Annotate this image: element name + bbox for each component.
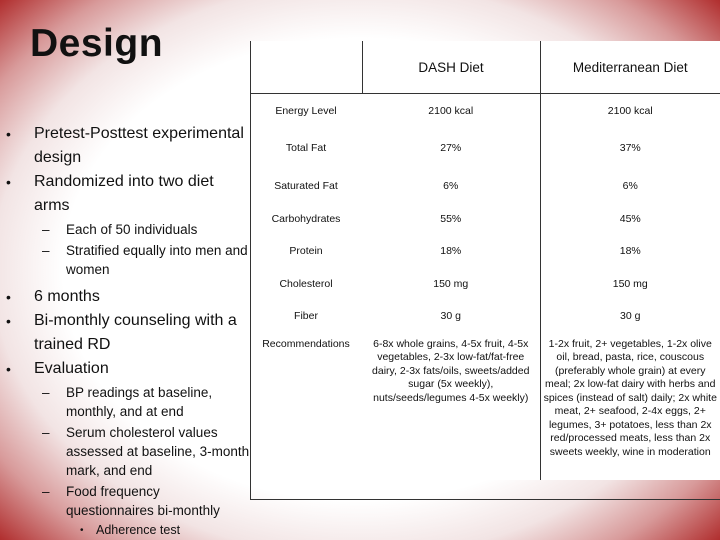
row-label: Energy Level bbox=[275, 104, 337, 117]
bullet-marker: • bbox=[6, 313, 11, 329]
header-dash-diet: DASH Diet bbox=[362, 41, 540, 94]
bullet-marker: • bbox=[6, 174, 11, 190]
dash-value: 150 mg bbox=[362, 268, 540, 300]
bullet-text: Evaluation bbox=[34, 360, 109, 377]
bullet-item bbox=[6, 309, 250, 357]
mediterranean-value: 18% bbox=[619, 244, 641, 257]
dash-value: 27% bbox=[362, 128, 540, 168]
dash-value: 6% bbox=[362, 168, 540, 204]
bullet-text: Bi-monthly counseling with a trained RD bbox=[34, 312, 237, 353]
bullet-item bbox=[6, 122, 250, 170]
bullet-item bbox=[6, 285, 250, 309]
header-mediterranean-diet: Mediterranean Diet bbox=[540, 41, 720, 94]
sub-bullet-item bbox=[6, 383, 250, 421]
dash-marker: – bbox=[42, 385, 50, 400]
bullet-text: Randomized into two diet arms bbox=[34, 173, 214, 214]
table-row bbox=[250, 168, 720, 204]
bullet-marker: • bbox=[6, 361, 11, 377]
dash-value: 30 g bbox=[362, 300, 540, 332]
bullet-text: Serum cholesterol values assessed at baseline, 3-month mark, and end bbox=[66, 425, 250, 478]
dash-value: 55% bbox=[362, 204, 540, 234]
table-row bbox=[250, 204, 720, 234]
bullet-text: Pretest-Posttest experimental design bbox=[34, 125, 244, 166]
table-row bbox=[250, 94, 720, 128]
bullet-marker: • bbox=[6, 126, 11, 142]
dash-marker: – bbox=[42, 425, 50, 440]
table-header-row bbox=[250, 41, 720, 94]
row-label: Protein bbox=[289, 244, 323, 257]
table-row bbox=[250, 300, 720, 332]
dash-value: 6-8x whole grains, 4-5x fruit, 4-5x vegetables, 2-3x low-fat/fat-free dairy, 2-3x fats/oils, sweets/added sugar (5x weekly), nuts/seeds/legumes 4-5x weekly) bbox=[362, 332, 540, 480]
header-corner-cell bbox=[250, 41, 362, 94]
table-row bbox=[250, 128, 720, 168]
row-label: Saturated Fat bbox=[274, 179, 338, 192]
slide-title: Design bbox=[30, 22, 164, 65]
dash-value: 18% bbox=[362, 234, 540, 268]
mediterranean-value: 37% bbox=[619, 141, 641, 154]
bullet-text: 6 months bbox=[34, 288, 100, 305]
sub-sub-bullet-item bbox=[6, 521, 250, 540]
mediterranean-value: 2100 kcal bbox=[607, 104, 653, 117]
dash-marker: – bbox=[42, 243, 50, 258]
mediterranean-value: 150 mg bbox=[612, 277, 648, 290]
bullet-item bbox=[6, 170, 250, 218]
bullet-text: Adherence test bbox=[96, 523, 181, 537]
row-label: Fiber bbox=[294, 309, 318, 322]
mediterranean-value: 30 g bbox=[620, 309, 641, 322]
row-label: Cholesterol bbox=[279, 277, 333, 290]
table-row bbox=[250, 268, 720, 300]
dash-value: 2100 kcal bbox=[362, 94, 540, 128]
sub-bullet-item bbox=[6, 423, 250, 480]
bullet-list bbox=[6, 122, 250, 540]
bullet-marker: • bbox=[6, 289, 11, 305]
sub-bullet-item bbox=[6, 241, 250, 279]
bullet-text: Food frequency questionnaires bi-monthly bbox=[66, 484, 220, 518]
sub-bullet-item bbox=[6, 220, 250, 239]
table-left-border bbox=[250, 41, 251, 500]
bullet-text: Stratified equally into men and women bbox=[66, 243, 248, 277]
row-label: Recommendations bbox=[262, 337, 350, 350]
sub-bullet-item bbox=[6, 482, 250, 520]
bullet-marker: • bbox=[80, 525, 84, 536]
bullet-item bbox=[6, 357, 250, 381]
table-bottom-border bbox=[250, 499, 720, 500]
row-label: Total Fat bbox=[285, 141, 327, 154]
dash-marker: – bbox=[42, 222, 50, 237]
bullet-text: Each of 50 individuals bbox=[66, 222, 198, 237]
mediterranean-value: 45% bbox=[619, 212, 641, 225]
dash-marker: – bbox=[42, 484, 50, 499]
table-row-recommendations bbox=[250, 332, 720, 480]
diet-comparison-table bbox=[250, 41, 720, 480]
table-row bbox=[250, 234, 720, 268]
mediterranean-value: 1-2x fruit, 2+ vegetables, 1-2x olive oil, bread, pasta, rice, couscous (preferably whole grain) at every meal; 2x low-fat dairy with herbs and spices (instead of salt) daily; 2x white meat, 2+ seafood, 2-4x eggs, 2+ legumes, 3+ potatoes, less than 2x red/processed meats, less than 2x sweets weekly, wine in moderation bbox=[543, 337, 717, 458]
bullet-text: BP readings at baseline, monthly, and at end bbox=[66, 385, 213, 419]
row-label: Carbohydrates bbox=[271, 212, 341, 225]
mediterranean-value: 6% bbox=[622, 179, 638, 192]
